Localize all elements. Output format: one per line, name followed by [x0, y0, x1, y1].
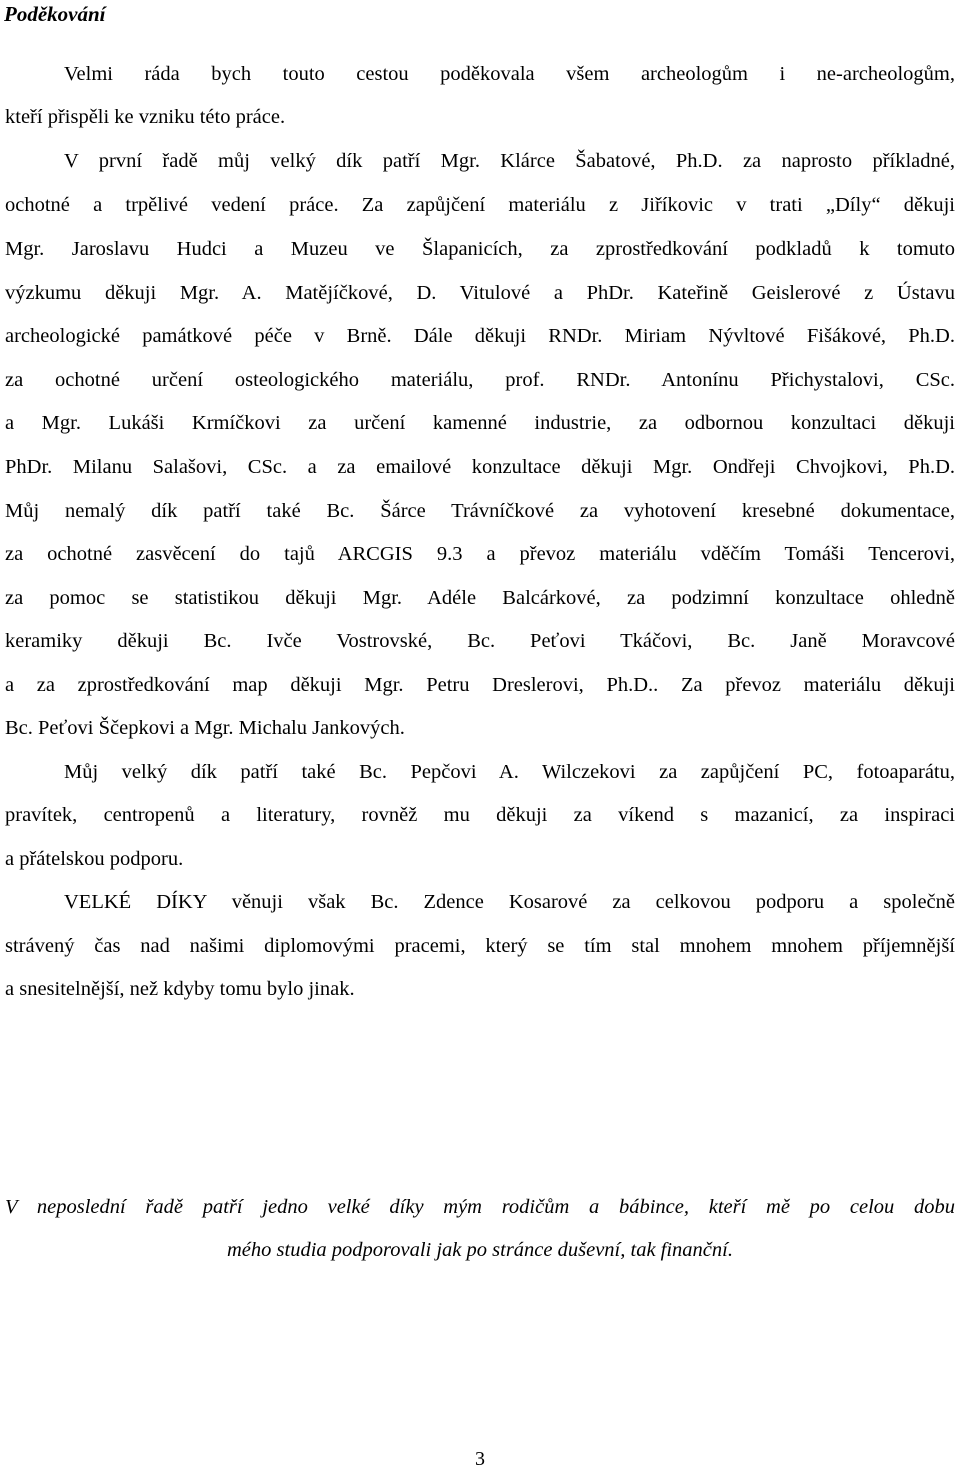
page-heading: Poděkování: [4, 2, 106, 26]
text-line: a za zprostředkování map děkuji Mgr. Petru Dreslerovi, Ph.D.. Za převoz materiálu děkuji: [5, 674, 955, 696]
text-line: pravítek, centropenů a literatury, rovněž mu děkuji za víkend s mazanicí, za inspiraci: [5, 804, 955, 826]
text-line: ochotné a trpělivé vedení práce. Za zapůjčení materiálu z Jiříkovic v trati „Díly“ děkuji: [5, 194, 955, 216]
text-line: a přátelskou podporu.: [5, 848, 184, 870]
text-line: PhDr. Milanu Salašovi, CSc. a za emailové konzultace děkuji Mgr. Ondřeji Chvojkovi, Ph.D.: [5, 456, 955, 478]
page-number: 3: [475, 1448, 485, 1470]
closing-line: mého studia podporovali jak po stránce duševní, tak finanční.: [227, 1239, 733, 1261]
text-line: keramiky děkuji Bc. Ivče Vostrovské, Bc. Peťovi Tkáčovi, Bc. Janě Moravcové: [5, 630, 955, 652]
text-line: VELKÉ DÍKY věnuji však Bc. Zdence Kosarové za celkovou podporu a společně: [64, 891, 955, 913]
text-line: a Mgr. Lukáši Krmíčkovi za určení kamenné industrie, za odbornou konzultaci děkuji: [5, 412, 955, 434]
text-line: za ochotné zasvěcení do tajů ARCGIS 9.3 a převoz materiálu vděčím Tomáši Tencerovi,: [5, 543, 955, 565]
text-line: archeologické památkové péče v Brně. Dále děkuji RNDr. Miriam Nývltové Fišákové, Ph.D.: [5, 325, 955, 347]
text-line: a snesitelnější, než kdyby tomu bylo jinak.: [5, 978, 355, 1000]
text-line: za ochotné určení osteologického materiálu, prof. RNDr. Antonínu Přichystalovi, CSc.: [5, 369, 955, 391]
text-line: Velmi ráda bych touto cestou poděkovala všem archeologům i ne-archeologům,: [64, 63, 955, 85]
text-line: za pomoc se statistikou děkuji Mgr. Adéle Balcárkové, za podzimní konzultace ohledně: [5, 587, 955, 609]
text-line: Můj nemalý dík patří také Bc. Šárce Trávníčkové za vyhotovení kresebné dokumentace,: [5, 500, 955, 522]
closing-line: V neposlední řadě patří jedno velké díky mým rodičům a bábince, kteří mě po celou dobu: [5, 1196, 955, 1218]
text-line: výzkumu děkuji Mgr. A. Matějíčkové, D. Vitulové a PhDr. Kateřině Geislerové z Ústavu: [5, 282, 955, 304]
text-line: kteří přispěli ke vzniku této práce.: [5, 106, 286, 128]
text-line: V první řadě můj velký dík patří Mgr. Klárce Šabatové, Ph.D. za naprosto příkladné,: [64, 150, 955, 172]
text-line: Můj velký dík patří také Bc. Pepčovi A. Wilczekovi za zapůjčení PC, fotoaparátu,: [64, 761, 955, 783]
text-line: strávený čas nad našimi diplomovými pracemi, který se tím stal mnohem mnohem příjemnější: [5, 935, 955, 957]
text-line: Mgr. Jaroslavu Hudci a Muzeu ve Šlapanicích, za zprostředkování podkladů k tomuto: [5, 238, 955, 260]
text-line: Bc. Peťovi Ščepkovi a Mgr. Michalu Jankových.: [5, 717, 405, 739]
